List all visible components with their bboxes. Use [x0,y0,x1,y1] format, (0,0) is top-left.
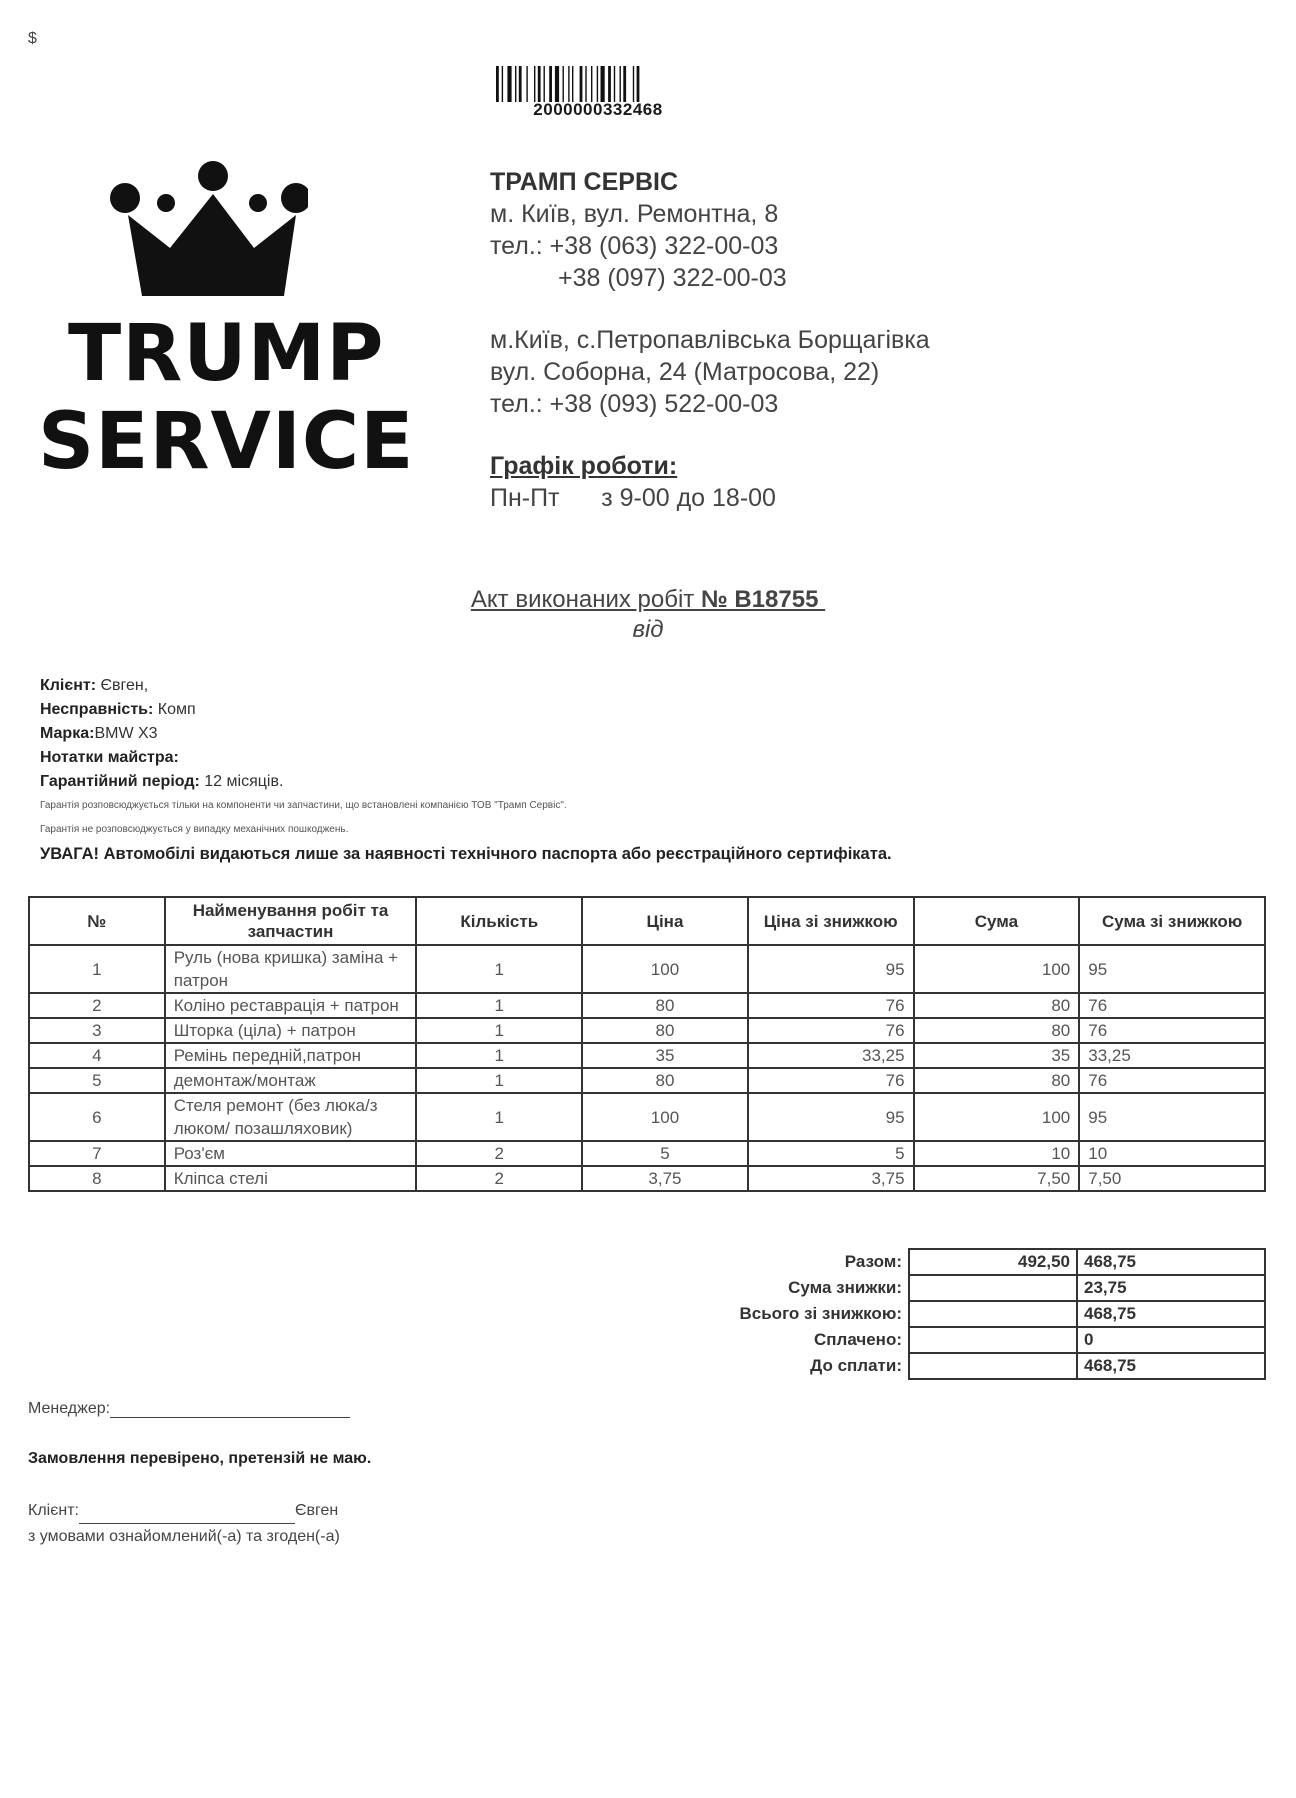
manager-signature-line [28,1400,350,1418]
with-discount-label: Всього зі знижкою: [739,1304,902,1323]
totals-table [700,1248,1266,1380]
header-price: Ціна [582,897,748,945]
row-num: 4 [29,1043,165,1068]
company-phone-3: тел.: +38 (093) 522-00-03 [490,390,779,418]
table-row [29,1043,1265,1068]
row-price: 5 [582,1141,748,1166]
row-name: Руль (нова кришка) заміна + патрон [165,945,417,993]
row-qty: 1 [416,1068,582,1093]
row-price: 3,75 [582,1166,748,1191]
warranty-note-1: Гарантія розповсюджується тільки на компоненти чи запчастини, що встановлені компанією ТОВ "Трамп Сервіс". [40,800,567,811]
row-qty: 2 [416,1141,582,1166]
row-qty: 1 [416,1043,582,1068]
company-logo [38,160,415,487]
warranty-label: Гарантійний період: [40,773,200,790]
row-price-discount: 95 [748,945,914,993]
act-number: № B18755 [700,586,819,613]
table-row [29,993,1265,1018]
barcode-bars [494,66,702,102]
row-sum: 80 [914,1068,1080,1093]
row-sum-discount: 76 [1079,1018,1265,1043]
due-value: 468,75 [1077,1353,1265,1379]
totals-row [700,1301,1265,1327]
row-name: Коліно реставрація + патрон [165,993,417,1018]
row-sum-discount: 7,50 [1079,1166,1265,1191]
discount-label: Сума знижки: [788,1278,902,1297]
table-row [29,1166,1265,1191]
header-sum: Сума [914,897,1080,945]
header-sum-discount: Сума зі знижкою [1079,897,1265,945]
row-price-discount: 76 [748,1018,914,1043]
company-address-2-line-2: вул. Соборна, 24 (Матросова, 22) [490,358,880,386]
table-row [29,1093,1265,1141]
row-name: Шторка (ціла) + патрон [165,1018,417,1043]
row-name: демонтаж/монтаж [165,1068,417,1093]
row-sum: 80 [914,993,1080,1018]
row-qty: 1 [416,945,582,993]
row-num: 5 [29,1068,165,1093]
schedule-title: Графік роботи: [490,452,678,480]
total-label: Разом: [844,1252,902,1271]
company-phone-1: тел.: +38 (063) 322-00-03 [490,232,779,260]
total-sum-discount: 468,75 [1077,1249,1265,1275]
table-row [29,1141,1265,1166]
company-info [490,166,930,514]
with-discount-value: 468,75 [1077,1301,1265,1327]
corner-mark: $ [28,30,37,47]
header-num: № [29,897,165,945]
table-row [29,945,1265,993]
brand-label: Марка: [40,725,95,742]
row-sum-discount: 95 [1079,1093,1265,1141]
totals-row [700,1353,1265,1379]
row-price-discount: 33,25 [748,1043,914,1068]
confirm-text: Замовлення перевірено, претензій не маю. [28,1450,372,1467]
company-address-2-line-1: м.Київ, с.Петропавлівська Борщагівка [490,326,930,354]
row-price: 80 [582,1018,748,1043]
row-qty: 1 [416,993,582,1018]
row-sum-discount: 10 [1079,1141,1265,1166]
client-signature-name: Євген [294,1502,339,1519]
table-row [29,1018,1265,1043]
row-sum: 80 [914,1018,1080,1043]
row-num: 2 [29,993,165,1018]
totals-row [700,1275,1265,1301]
crown-icon [108,160,308,300]
row-num: 7 [29,1141,165,1166]
row-price: 80 [582,1068,748,1093]
row-name: Кліпса стелі [165,1166,417,1191]
act-date-label: від [632,616,664,643]
client-info [40,674,1240,866]
barcode-number: 2000000332468 [533,100,663,119]
barcode [494,66,702,120]
manager-label: Менеджер: [28,1400,111,1417]
row-sum: 10 [914,1141,1080,1166]
row-qty: 1 [416,1093,582,1141]
row-sum-discount: 76 [1079,1068,1265,1093]
row-price: 100 [582,1093,748,1141]
row-price-discount: 76 [748,1068,914,1093]
row-price: 80 [582,993,748,1018]
row-qty: 2 [416,1166,582,1191]
company-name: ТРАМП СЕРВІС [490,168,679,196]
row-price-discount: 5 [748,1141,914,1166]
client-signature-label: Клієнт: [28,1502,79,1519]
row-price-discount: 95 [748,1093,914,1141]
total-sum: 492,50 [909,1249,1077,1275]
row-name: Роз'єм [165,1141,417,1166]
row-sum-discount: 95 [1079,945,1265,993]
header-qty: Кількість [416,897,582,945]
row-sum: 100 [914,945,1080,993]
warranty-value: 12 місяців. [199,773,284,790]
discount-value: 23,75 [1077,1275,1265,1301]
row-name: Стеля ремонт (без люка/з люком/ позашляховик) [165,1093,417,1141]
row-sum: 35 [914,1043,1080,1068]
row-num: 3 [29,1018,165,1043]
logo-text-service: SERVICE [38,397,415,487]
row-sum: 7,50 [914,1166,1080,1191]
brand-value: BMW X3 [94,725,158,742]
table-header-row [29,897,1265,945]
paid-value: 0 [1077,1327,1265,1353]
fault-label: Несправність: [40,701,154,718]
row-price: 100 [582,945,748,993]
header-name: Найменування робіт та запчастин [165,897,417,945]
client-value: Євген, [96,677,149,694]
warranty-note-2: Гарантія не розповсюджується у випадку механічних пошкоджень. [40,824,349,835]
totals-row [700,1249,1265,1275]
company-address-1: м. Київ, вул. Ремонтна, 8 [490,200,779,228]
client-signature-block [28,1498,340,1550]
row-sum: 100 [914,1093,1080,1141]
row-qty: 1 [416,1018,582,1043]
client-signature-field [79,1507,295,1524]
due-label: До сплати: [810,1356,902,1375]
logo-text-trump: TRUMP [68,309,385,399]
agree-text: з умовами ознайомлений(-а) та згоден(-а) [28,1528,340,1545]
row-sum-discount: 76 [1079,993,1265,1018]
fault-value: Комп [153,701,196,718]
totals-row [700,1327,1265,1353]
warning-text: УВАГА! Автомобілі видаються лише за наявності технічного паспорта або реєстраційного сертифіката. [40,845,892,863]
row-sum-discount: 33,25 [1079,1043,1265,1068]
notes-label: Нотатки майстра: [40,749,179,766]
row-price: 35 [582,1043,748,1068]
table-row [29,1068,1265,1093]
row-price-discount: 3,75 [748,1166,914,1191]
items-table [28,896,1266,1192]
company-phone-2: +38 (097) 322-00-03 [558,264,787,292]
row-num: 6 [29,1093,165,1141]
row-price-discount: 76 [748,993,914,1018]
schedule-hours: Пн-Пт з 9-00 до 18-00 [490,484,776,512]
paid-label: Сплачено: [813,1330,902,1349]
act-title: Акт виконаних робіт № B18755 [470,586,819,613]
client-label: Клієнт: [40,677,97,694]
row-name: Ремінь передній,патрон [165,1043,417,1068]
header-price-discount: Ціна зі знижкою [748,897,914,945]
manager-signature-field [110,1401,350,1418]
row-num: 8 [29,1166,165,1191]
row-num: 1 [29,945,165,993]
act-heading [0,586,1296,644]
